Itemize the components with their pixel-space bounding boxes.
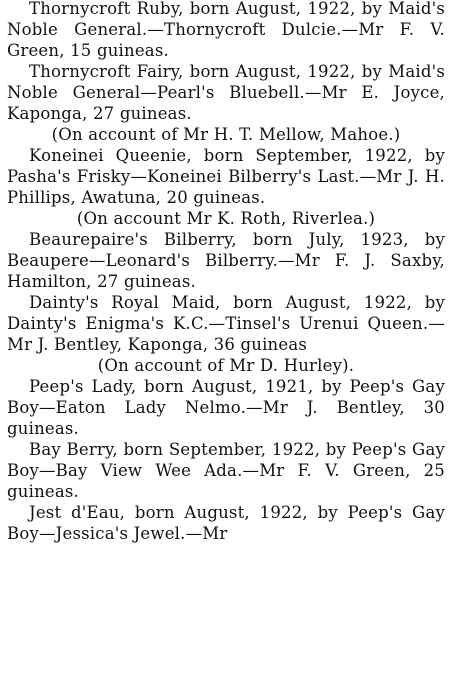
- newspaper-column: [7, 0, 445, 544]
- sale-entry-bay-berry: Bay Berry, born September, 1922, by Peep's Gay Boy—Bay View Wee Ada.—Mr F. V. Green, 25 guineas.: [7, 440, 445, 501]
- sale-entry-daintys-royal-maid: Dainty's Royal Maid, born August, 1922, by Dainty's Enigma's K.C.—Tinsel's Urenui Queen.—Mr J. Bentley, Kaponga, 36 guineas: [7, 293, 445, 354]
- sale-entry-thornycroft-ruby: Thornycroft Ruby, born August, 1922, by Maid's Noble General.—Thornycroft Dulcie.—Mr F. V. Green, 15 guineas.: [7, 0, 445, 60]
- sale-entry-thornycroft-fairy: Thornycroft Fairy, born August, 1922, by Maid's Noble General—Pearl's Bluebell.—Mr E. Joyce, Kaponga, 27 guineas.: [7, 62, 445, 123]
- sale-entry-beaurepaires-bilberry: Beaurepaire's Bilberry, born July, 1923, by Beaupere—Leonard's Bilberry.—Mr F. J. Saxby, Hamilton, 27 guineas.: [7, 230, 445, 291]
- vendor-credit-hurley: (On account of Mr D. Hurley).: [97, 356, 355, 375]
- sale-entry-koneinei-queenie: Koneinei Queenie, born September, 1922, by Pasha's Frisky—Koneinei Bilberry's Last.—Mr J. H. Phillips, Awatuna, 20 guineas.: [7, 146, 445, 207]
- vendor-credit-mellow: (On account of Mr H. T. Mellow, Mahoe.): [51, 125, 401, 144]
- vendor-credit-roth: (On account Mr K. Roth, Riverlea.): [76, 209, 376, 228]
- sale-entry-jest-deau: Jest d'Eau, born August, 1922, by Peep's Gay Boy—Jessica's Jewel.—Mr: [7, 503, 445, 543]
- sale-entry-peeps-lady: Peep's Lady, born August, 1921, by Peep's Gay Boy—Eaton Lady Nelmo.—Mr J. Bentley, 30 guineas.: [7, 377, 445, 438]
